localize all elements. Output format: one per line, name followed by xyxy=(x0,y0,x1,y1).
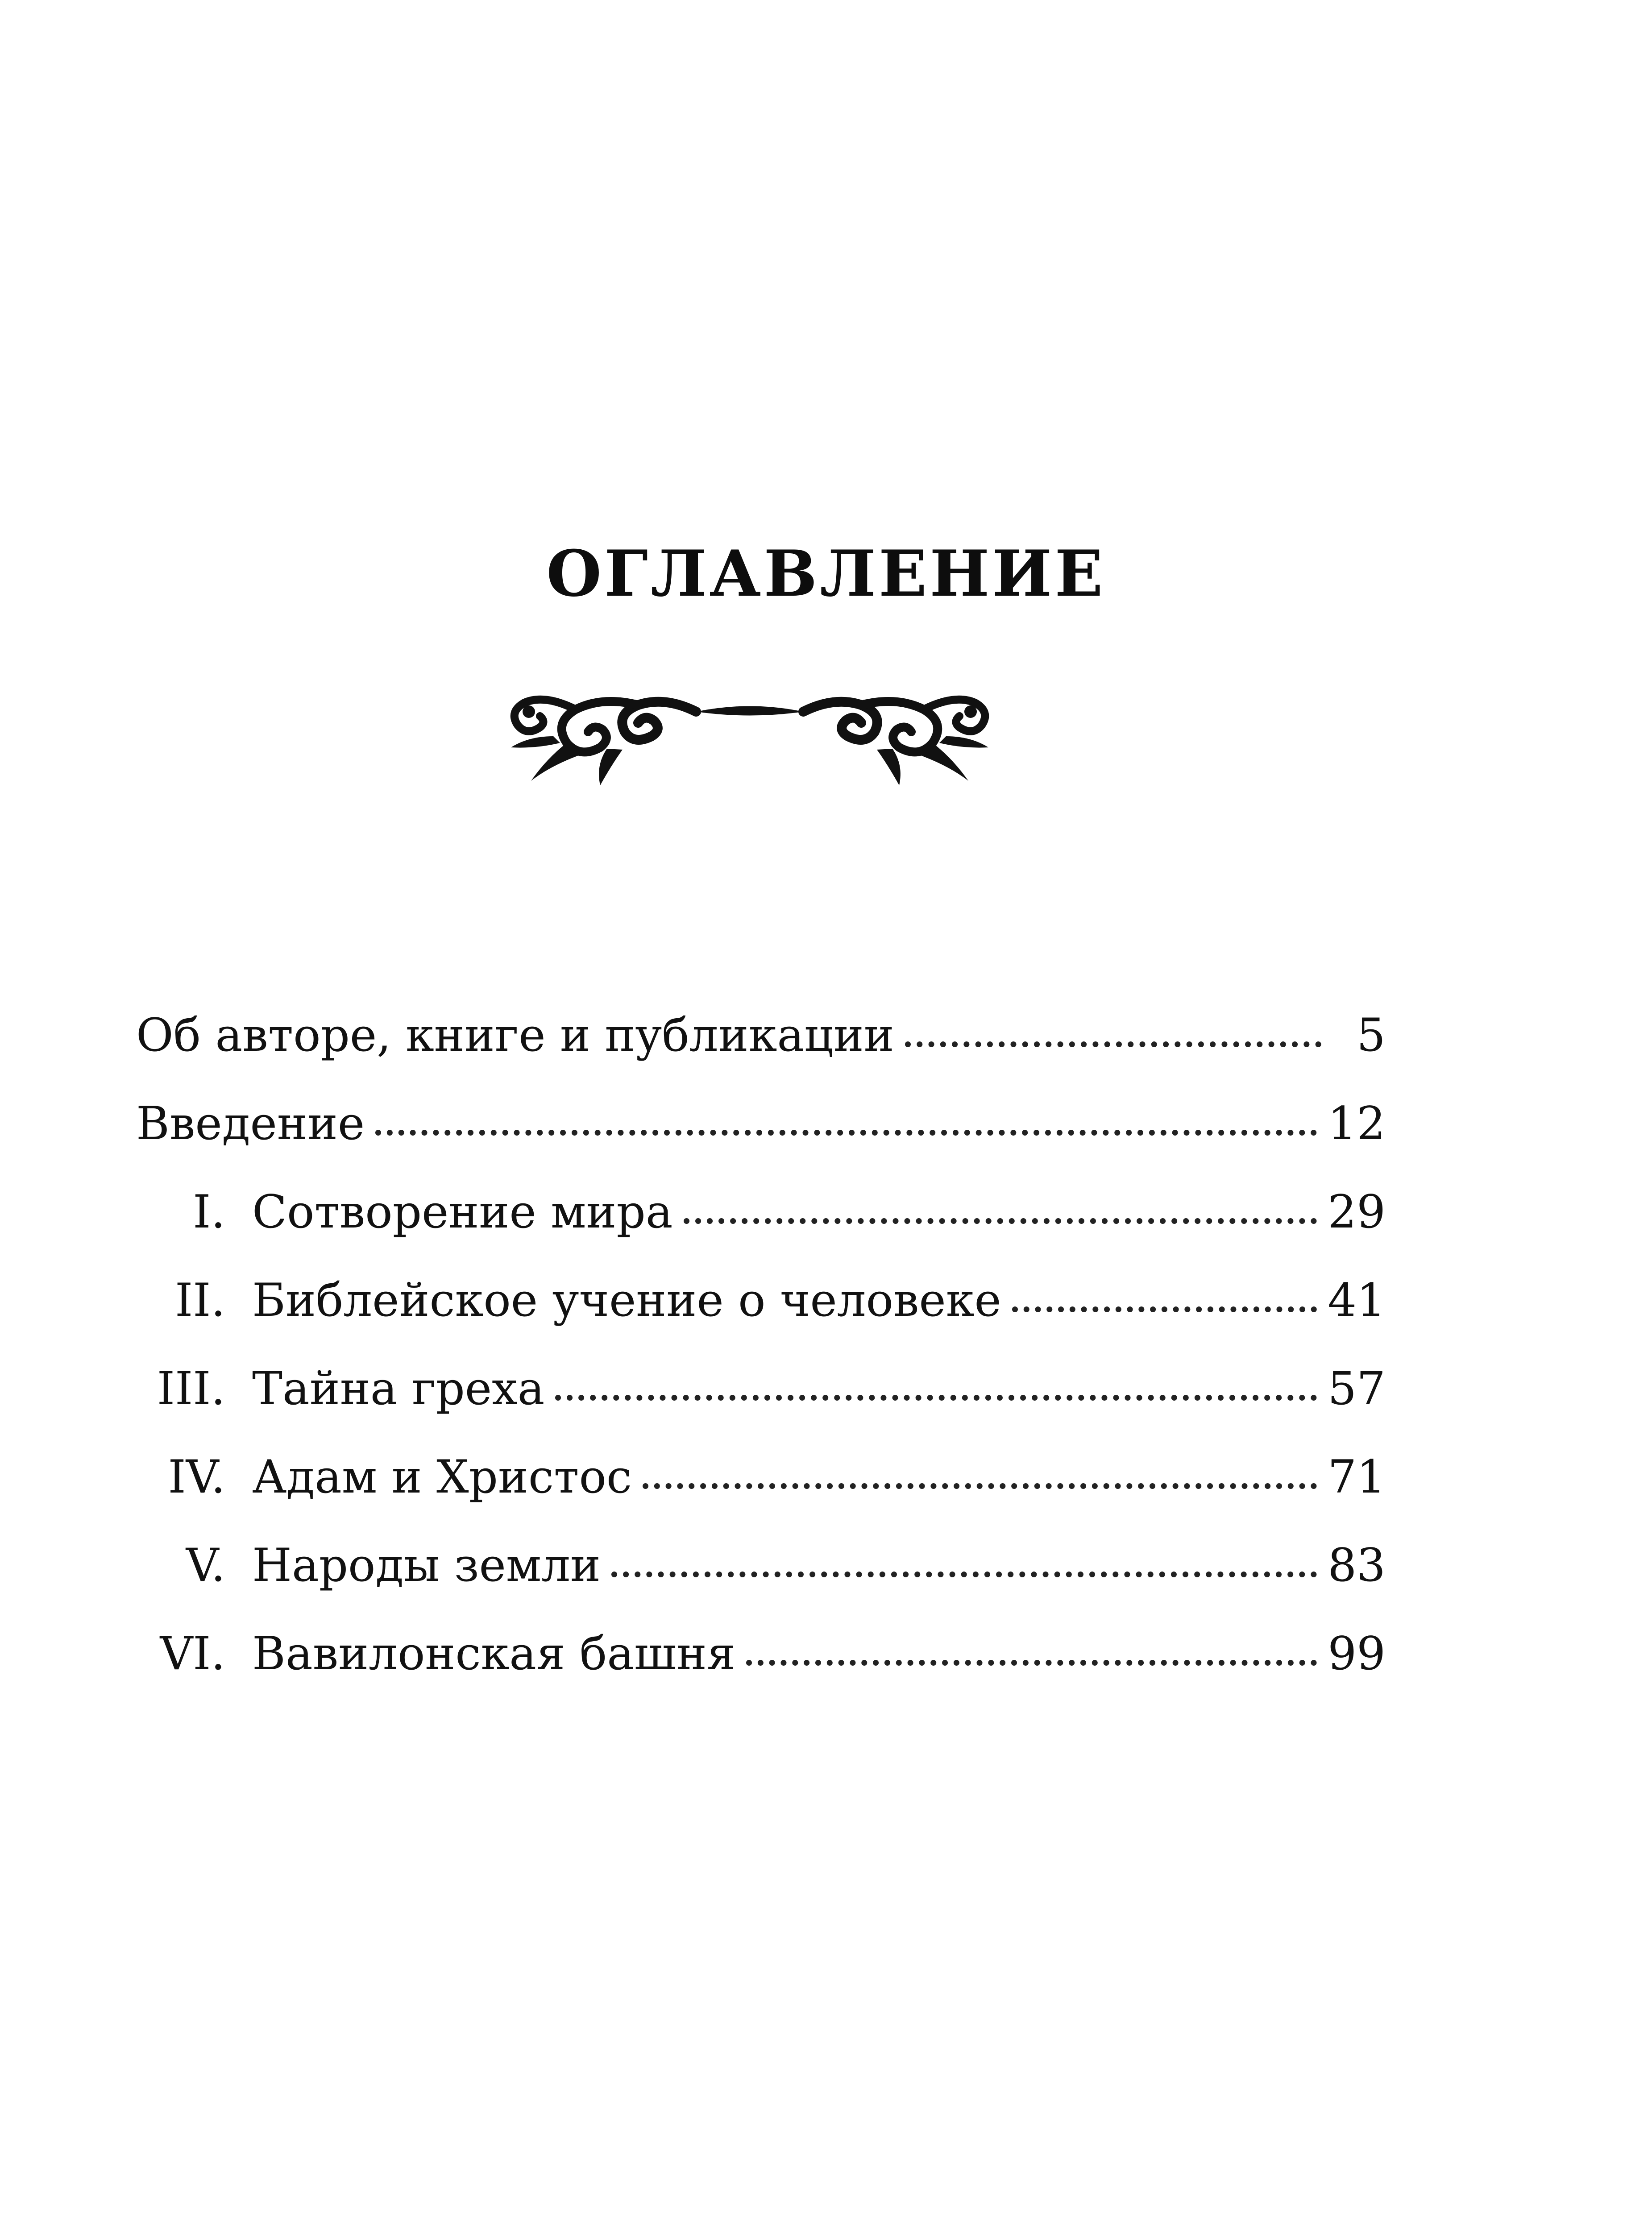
chapter-title: Адам и Христос xyxy=(252,1451,632,1504)
page-number: 57 xyxy=(1328,1362,1386,1415)
chapter-title: Вавилонская башня xyxy=(252,1627,736,1680)
page-number: 71 xyxy=(1328,1451,1386,1504)
dot-leader xyxy=(375,1130,1317,1136)
chapter-number: V. xyxy=(186,1539,225,1592)
toc-entry[interactable] xyxy=(136,1273,1386,1362)
table-of-contents xyxy=(136,1008,1386,1715)
chapter-title: Сотворение мира xyxy=(252,1186,673,1239)
dot-leader xyxy=(611,1572,1317,1577)
page-number: 83 xyxy=(1328,1539,1386,1592)
page-number: 5 xyxy=(1357,1009,1386,1062)
chapter-title: Введение xyxy=(136,1097,365,1150)
toc-entry[interactable] xyxy=(136,1185,1386,1273)
chapter-title: Библейское учение о человеке xyxy=(252,1274,1001,1327)
toc-entry[interactable] xyxy=(136,1627,1386,1715)
page-number: 12 xyxy=(1328,1097,1386,1150)
dot-leader xyxy=(555,1395,1317,1401)
toc-entry[interactable] xyxy=(136,1008,1386,1097)
toc-entry[interactable] xyxy=(136,1362,1386,1450)
chapter-title: Тайна греха xyxy=(252,1362,545,1415)
toc-entry[interactable] xyxy=(136,1538,1386,1627)
chapter-number: III. xyxy=(157,1362,225,1415)
chapter-number: II. xyxy=(174,1274,225,1327)
scroll-flourish-ornament-icon xyxy=(504,669,995,790)
toc-entry[interactable] xyxy=(136,1097,1386,1185)
dot-leader xyxy=(643,1483,1317,1489)
dot-leader xyxy=(746,1660,1317,1666)
chapter-number: IV. xyxy=(168,1451,225,1504)
page-number: 29 xyxy=(1328,1186,1386,1239)
dot-leader xyxy=(1012,1306,1317,1312)
dot-leader xyxy=(684,1218,1317,1224)
page-title: ОГЛАВЛЕНИЕ xyxy=(546,537,1106,611)
page-number: 41 xyxy=(1328,1274,1386,1327)
dot-leader xyxy=(905,1041,1321,1047)
toc-entry[interactable] xyxy=(136,1450,1386,1538)
page-number: 99 xyxy=(1328,1627,1386,1680)
chapter-title: Об авторе, книге и публикации xyxy=(136,1009,894,1062)
chapter-number: VI. xyxy=(160,1627,225,1680)
chapter-title: Народы земли xyxy=(252,1539,601,1592)
chapter-number: I. xyxy=(193,1186,225,1239)
